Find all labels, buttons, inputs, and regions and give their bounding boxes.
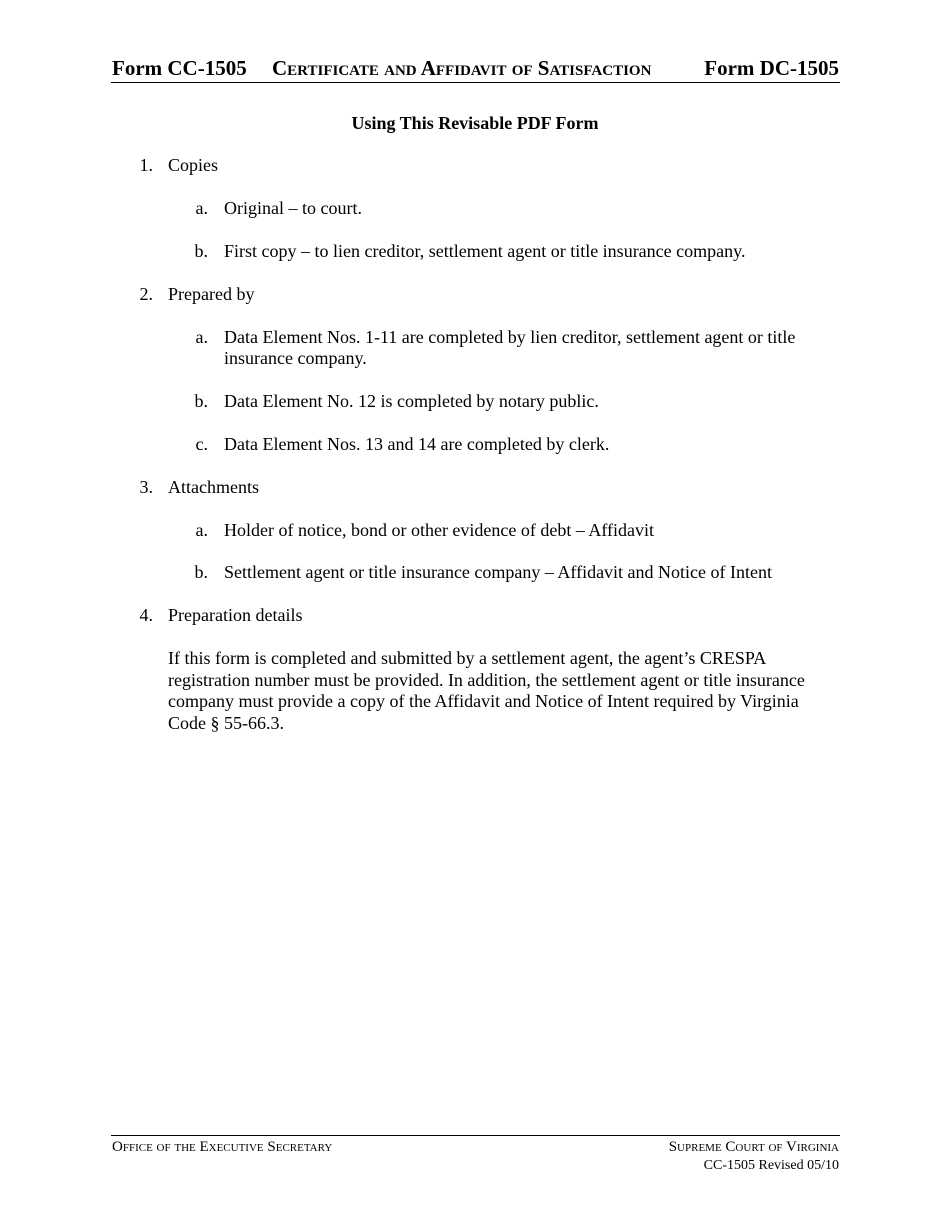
form-number-left: Form CC-1505 bbox=[112, 56, 247, 80]
item-letter: a. bbox=[195, 327, 208, 347]
item-text: Data Element Nos. 1-11 are completed by lien creditor, settlement agent or title insurance company. bbox=[224, 327, 796, 368]
section-number: 1. bbox=[139, 155, 153, 175]
form-number-right: Form DC-1505 bbox=[704, 56, 839, 80]
section-label: Copies bbox=[168, 155, 219, 175]
section-label: Attachments bbox=[168, 477, 259, 497]
document-title: Using This Revisable PDF Form bbox=[351, 113, 599, 133]
item-text: First copy – to lien creditor, settlement agent or title insurance company. bbox=[224, 241, 746, 261]
section-number: 2. bbox=[139, 284, 153, 304]
footer-office: Office of the Executive Secretary bbox=[112, 1139, 333, 1155]
section-number: 4. bbox=[139, 605, 153, 625]
footer-revision: CC-1505 Revised 05/10 bbox=[703, 1158, 839, 1173]
form-title: Certificate and Affidavit of Satisfaction bbox=[272, 56, 652, 80]
page-header bbox=[111, 56, 840, 83]
item-text: Holder of notice, bond or other evidence of debt – Affidavit bbox=[224, 520, 655, 540]
item-text: Original – to court. bbox=[224, 198, 362, 218]
item-text: Data Element Nos. 13 and 14 are completed by clerk. bbox=[224, 434, 610, 454]
item-letter: b. bbox=[194, 391, 208, 411]
item-text: Data Element No. 12 is completed by notary public. bbox=[224, 391, 599, 411]
preparation-paragraph: If this form is completed and submitted by a settlement agent, the agent’s CRESPA registration number must be provided. In addition, the settlement agent or title insurance company must provide a copy of the Affidavit and Notice of Intent required by Virginia Code § 55-66.3. bbox=[168, 648, 805, 733]
section-label: Preparation details bbox=[168, 605, 303, 625]
page-footer bbox=[111, 1135, 840, 1173]
section-label: Prepared by bbox=[168, 284, 255, 304]
section-number: 3. bbox=[139, 477, 153, 497]
item-letter: b. bbox=[194, 241, 208, 261]
item-text: Settlement agent or title insurance company – Affidavit and Notice of Intent bbox=[224, 562, 773, 582]
item-letter: c. bbox=[195, 434, 208, 454]
item-letter: b. bbox=[194, 562, 208, 582]
item-letter: a. bbox=[195, 520, 208, 540]
footer-court: Supreme Court of Virginia bbox=[668, 1139, 839, 1155]
item-letter: a. bbox=[195, 198, 208, 218]
